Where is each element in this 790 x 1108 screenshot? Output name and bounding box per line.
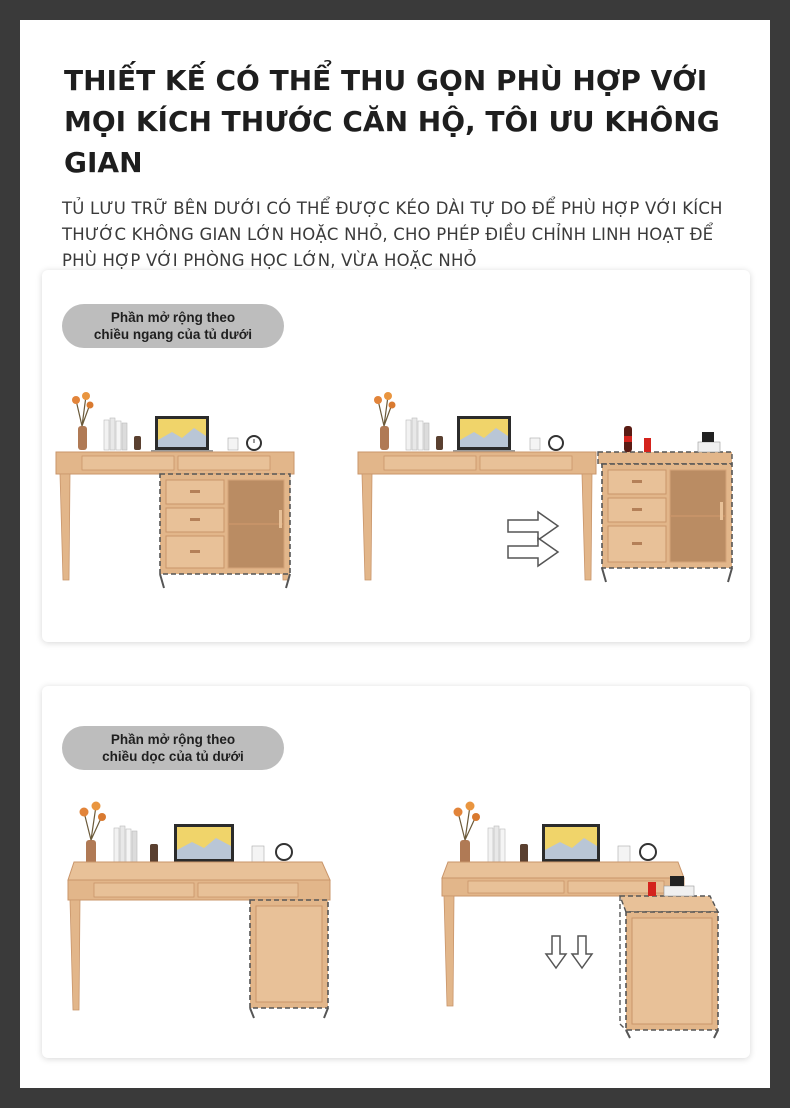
soda-bottle-icon <box>624 426 632 452</box>
storage-cabinet <box>250 900 328 1018</box>
desk-collapsed-illustration <box>56 390 306 590</box>
product-feature-page <box>20 20 770 1088</box>
books-icon <box>488 826 505 864</box>
storage-cabinet <box>620 896 718 1038</box>
soda-can-icon <box>644 438 651 452</box>
flower-vase-icon <box>454 802 481 869</box>
books-icon <box>104 418 127 450</box>
soda-can-icon <box>648 882 656 896</box>
books-icon <box>114 826 137 864</box>
laptop-icon <box>453 416 515 453</box>
bottle-icon <box>150 844 158 864</box>
pen-holder-icon <box>618 846 630 862</box>
arrow-down-icon <box>546 936 592 968</box>
books-icon <box>406 418 429 450</box>
alarm-clock-icon <box>549 436 563 450</box>
bottle-icon <box>436 436 443 450</box>
pill-label-line1: Phần mở rộng theo <box>110 732 236 747</box>
camera-icon <box>698 432 720 452</box>
horizontal-extension-card <box>42 270 750 642</box>
horizontal-extension-label <box>62 304 284 348</box>
laptop-icon <box>536 824 606 866</box>
vertical-extension-label <box>62 726 284 770</box>
alarm-clock-icon <box>247 436 261 450</box>
desk-extended-illustration <box>358 390 734 590</box>
pen-holder-icon <box>530 438 540 450</box>
flower-vase-icon <box>80 802 107 869</box>
bottle-icon <box>134 436 141 450</box>
vertical-extension-card <box>42 686 750 1058</box>
pen-holder-icon <box>252 846 264 862</box>
arrow-right-icon <box>508 512 558 566</box>
pill-label-line1: Phần mở rộng theo <box>110 310 236 325</box>
bottle-icon <box>520 844 528 864</box>
storage-cabinet <box>598 452 732 582</box>
flower-vase-icon <box>72 392 94 450</box>
storage-cabinet <box>160 474 290 588</box>
page-subtitle: TỦ LƯU TRỮ BÊN DƯỚI CÓ THỂ ĐƯỢC KÉO DÀI TỰ DO ĐỂ PHÙ HỢP VỚI KÍCH THƯỚC KHÔNG GIAN LỚN HOẶC NHỎ, CHO PHÉP ĐIỀU CHỈNH LINH HOẠT ĐỂ PHÙ HỢP VỚI PHÒNG HỌC LỚN, VỪA HOẶC NHỎ <box>62 199 723 270</box>
flower-vase-icon <box>374 392 396 450</box>
desk-collapsed-illustration <box>64 800 334 1020</box>
alarm-clock-icon <box>276 844 292 860</box>
pen-holder-icon <box>228 438 238 450</box>
pill-label-line2: chiều ngang của tủ dưới <box>93 327 253 342</box>
pill-label-line2: chiều dọc của tủ dưới <box>102 749 244 764</box>
page-title: THIẾT KẾ CÓ THỂ THU GỌN PHÙ HỢP VỚI MỌI KÍCH THƯỚC CĂN HỘ, TÔI ƯU KHÔNG GIAN <box>64 64 720 179</box>
desk-extended-illustration <box>438 800 728 1040</box>
laptop-icon <box>151 416 213 453</box>
laptop-icon <box>168 824 240 866</box>
alarm-clock-icon <box>640 844 656 860</box>
